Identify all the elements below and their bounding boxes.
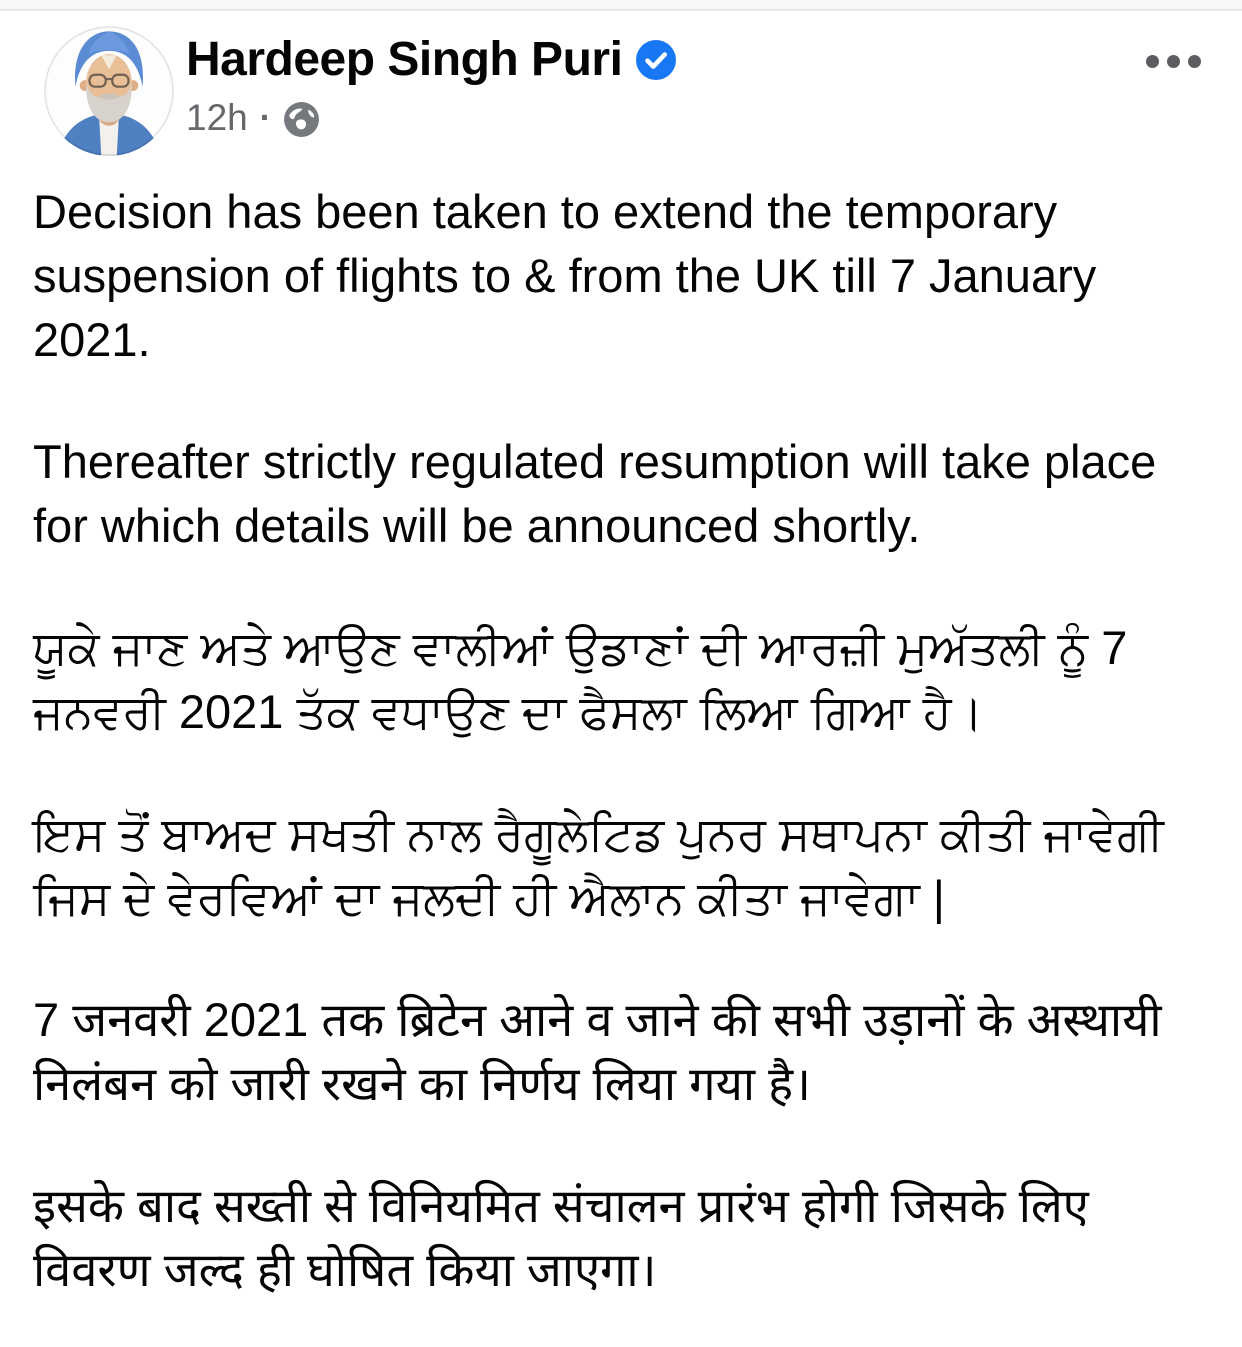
post-paragraph-hindi-2: इसके बाद सख्ती से विनियमित संचालन प्रारंभ होगी जिसके लिए विवरण जल्द ही घोषित किया जाएगा।: [33, 1179, 1089, 1296]
post-paragraph-punjabi-1: ਯੂਕੇ ਜਾਣ ਅਤੇ ਆਉਣ ਵਾਲੀਆਂ ਉਡਾਣਾਂ ਦੀ ਆਰਜ਼ੀ ਮੁਅੱਤਲੀ ਨੂੰ 7 ਜਨਵਰੀ 2021 ਤੱਕ ਵਧਾਉਣ ਦਾ ਫੈਸਲਾ ਲਿਆ ਗਿਆ ਹੈ।: [33, 621, 1128, 738]
name-row: [186, 32, 676, 87]
header-text: [186, 26, 676, 139]
post-body: [0, 156, 1242, 1302]
post-paragraph-english-1: Decision has been taken to extend the temporary suspension of flights to & from the UK till 7 January 2021.: [33, 185, 1097, 366]
author-name[interactable]: Hardeep Singh Puri: [186, 33, 623, 86]
meta-separator: ·: [259, 99, 272, 137]
dot-icon: [1188, 55, 1201, 68]
verified-badge-icon: [636, 40, 676, 80]
timestamp[interactable]: 12h: [186, 97, 248, 138]
avatar[interactable]: [44, 26, 174, 156]
post-paragraph-punjabi-2: ਇਸ ਤੋਂ ਬਾਅਦ ਸਖਤੀ ਨਾਲ ਰੈਗੂਲੇਟਿਡ ਪੁਨਰ ਸਥਾਪਨਾ ਕੀਤੀ ਜਾਵੇਗੀ ਜਿਸ ਦੇ ਵੇਰਵਿਆਂ ਦਾ ਜਲਦੀ ਹੀ ਐਲਾਨ ਕੀਤਾ ਜਾਵੇਗਾ |: [33, 807, 1164, 924]
dot-icon: [1146, 55, 1159, 68]
post-meta: [186, 97, 676, 139]
top-divider: [0, 0, 1242, 11]
dot-icon: [1167, 55, 1180, 68]
post-header: [0, 11, 1242, 156]
post-paragraph-hindi-1: 7 जनवरी 2021 तक ब्रिटेन आने व जाने की सभी उड़ानों के अस्थायी निलंबन को जारी रखने का निर्णय लिया गया है।: [33, 993, 1162, 1110]
globe-public-icon: [283, 101, 320, 138]
post-paragraph-english-2: Thereafter strictly regulated resumption will take place for which details will be announced shortly.: [33, 435, 1157, 552]
profile-photo: [44, 26, 174, 156]
more-options-button[interactable]: [1140, 49, 1207, 74]
